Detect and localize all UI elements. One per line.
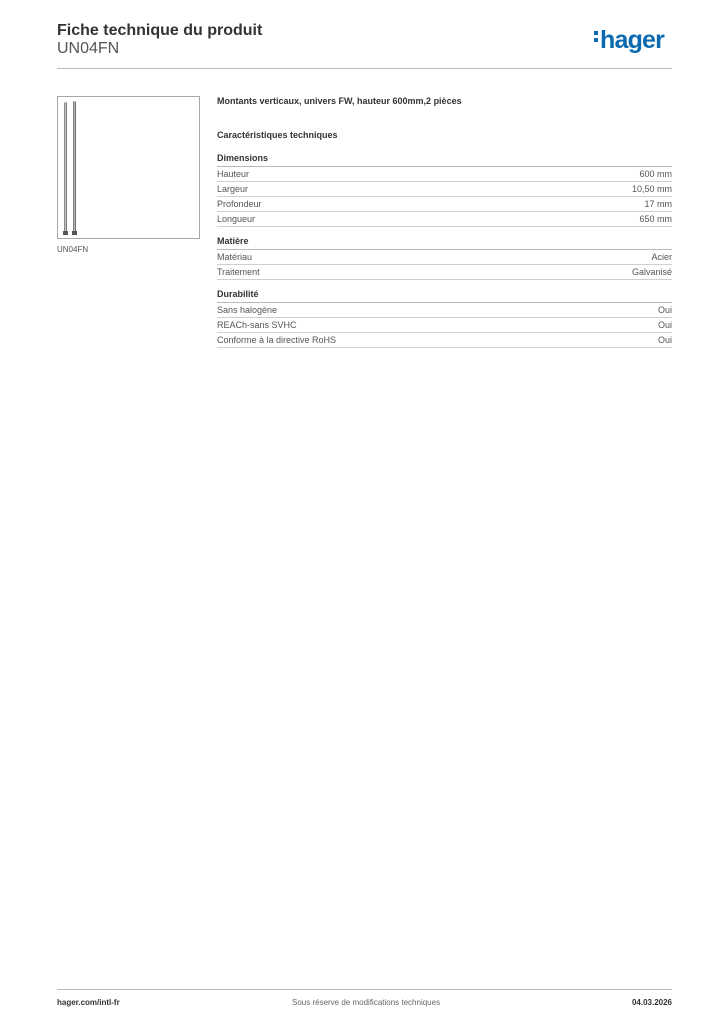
spec-row [217,333,672,348]
group-title: Dimensions [217,153,672,167]
product-code: UN04FN [57,40,120,57]
logo-text: hager [600,26,665,54]
product-image [57,96,200,239]
spec-row [217,265,672,280]
spec-value: 600 mm [639,169,672,179]
spec-row [217,303,672,318]
spec-value: 10,50 mm [631,184,672,194]
spec-value: Oui [657,335,672,345]
footer-date: 04.03.2026 [631,998,672,1007]
spec-label: Matériau [217,252,253,262]
spec-row [217,250,672,265]
group-title: Durabilité [217,289,672,303]
spec-row [217,197,672,212]
spec-label: Longueur [217,214,256,224]
spec-value: Oui [657,320,672,330]
image-caption: UN04FN [57,245,89,254]
product-description: Montants verticaux, univers FW, hauteur 600mm,2 pièces [217,96,462,106]
group-durability [217,289,672,348]
spec-row [217,318,672,333]
spec-label: Largeur [217,184,249,194]
logo-dots-icon [594,28,599,45]
specs-title: Caractéristiques techniques [217,130,338,140]
footer-website: hager.com/intl-fr [57,998,120,1007]
spec-row [217,182,672,197]
spec-value: Galvanisé [631,267,672,277]
group-dimensions [217,153,672,227]
hager-logo [594,28,664,53]
spec-value: Acier [651,252,672,262]
spec-value: Oui [657,305,672,315]
header-divider [57,68,672,69]
product-details [217,96,672,357]
spec-label: Profondeur [217,199,262,209]
group-title: Matière [217,236,672,250]
spec-label: Conforme à la directive RoHS [217,335,337,345]
spec-label: Sans halogène [217,305,278,315]
footer-divider [57,989,672,990]
spec-value: 650 mm [639,214,672,224]
spec-label: Hauteur [217,169,250,179]
spec-row [217,212,672,227]
spec-row [217,167,672,182]
spec-label: Traitement [217,267,260,277]
spec-label: REACh-sans SVHC [217,320,297,330]
vertical-uprights-icon [58,97,199,238]
spec-value: 17 mm [644,199,672,209]
group-material [217,236,672,280]
footer-notice: Sous réserve de modifications techniques [292,998,441,1007]
page-title: Fiche technique du produit [57,22,263,39]
